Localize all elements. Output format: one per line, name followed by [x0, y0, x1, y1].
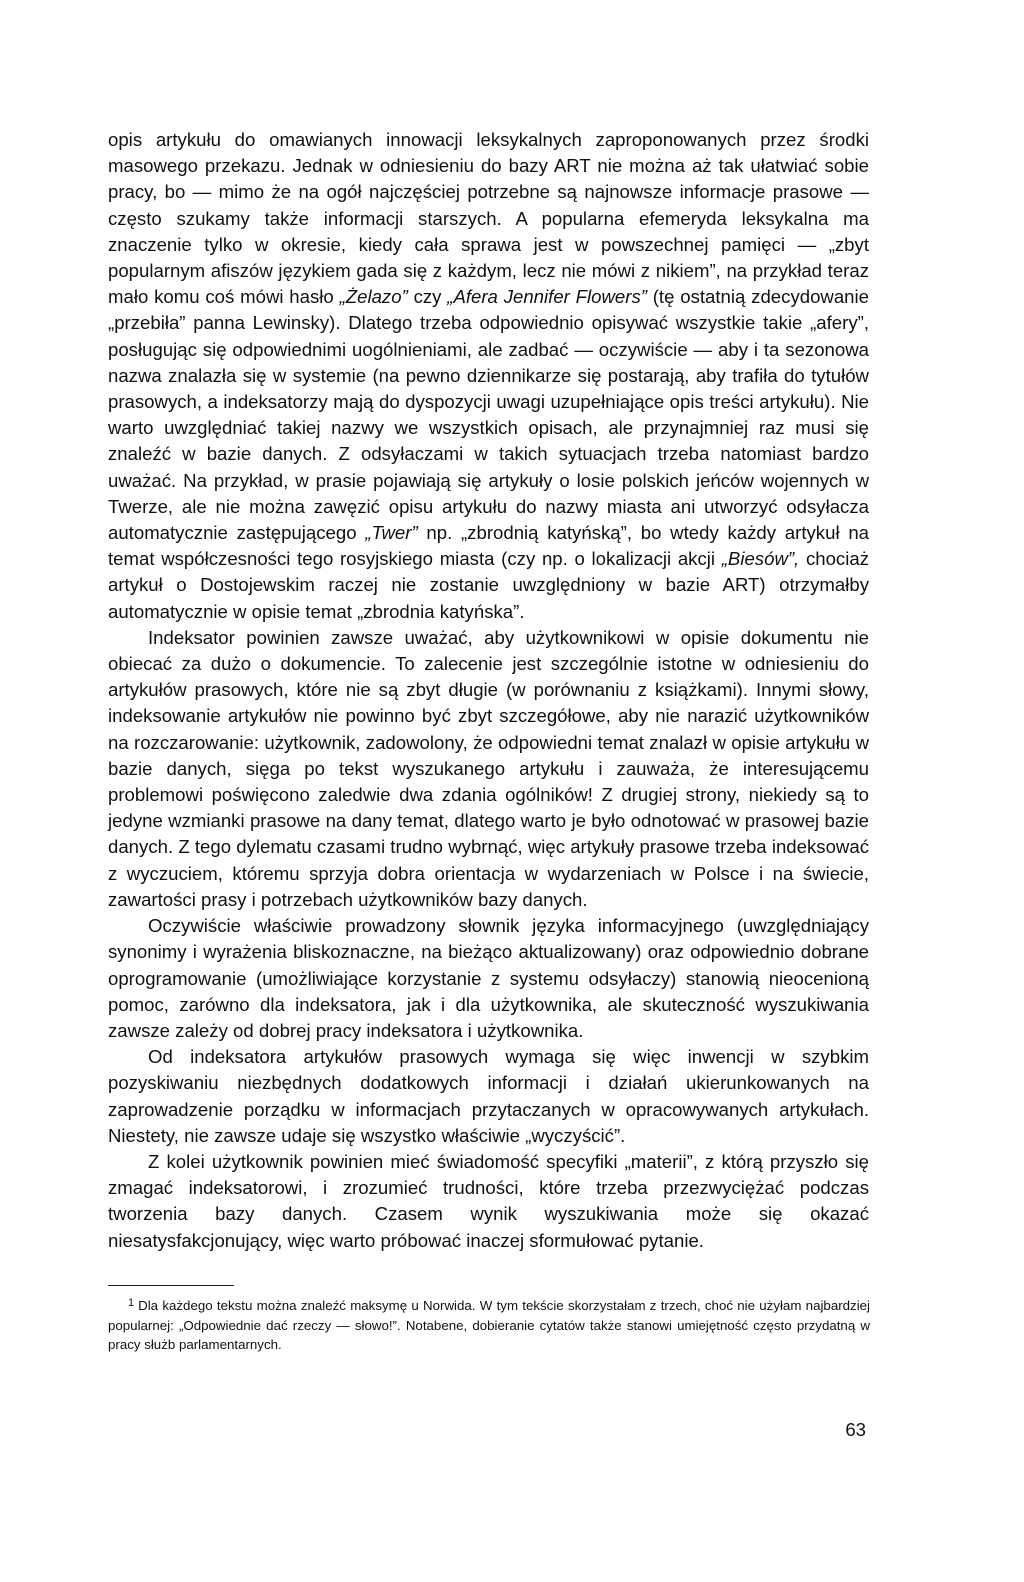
text-run: chociaż artykuł o Dostojewskim raczej nie zostanie uwzględniony w bazie ART) otrzymałby automatycznie w opisie temat „zbrodnia katyńska”.	[108, 548, 869, 622]
text-run: Z kolei użytkownik powinien mieć świadomość specyfiki „materii”, z którą przyszło się zmagać indeksatorowi, i zrozumieć trudności, które trzeba przezwyciężać podczas tworzenia bazy danych. Czasem wynik wyszukiwania może się okazać niesatysfakcjonujący, więc warto próbować inaczej sformułować pytanie.	[108, 1150, 869, 1251]
italic-text: „Biesów”,	[721, 548, 800, 570]
paragraph	[108, 127, 869, 625]
text-run: Indeksator powinien zawsze uważać, aby użytkownikowi w opisie dokumentu nie obiecać za dużo o dokumencie. To zalecenie jest szczególnie istotne w odniesieniu do artykułów prasowych, które nie są zbyt długie (w porównaniu z książkami). Innymi słowy, indeksowanie artykułów nie powinno być zbyt szczegółowe, aby nie narazić użytkowników na rozczarowanie: użytkownik, zadowolony, że odpowiedni temat znalazł w opisie artykułu w bazie danych, sięga po tekst wyszukanego artykułu i zauważa, że interesującemu problemowi poświęcono zaledwie dwa zdania ogólników! Z drugiej strony, niekiedy są to jedyne wzmianki prasowe na dany temat, dlatego warto je było odnotować w prasowej bazie danych. Z tego dylematu czasami trudno wybrnąć, więc artykuły prasowe trzeba indeksować z wyczuciem, któremu sprzyja dobra orientacja w wydarzeniach w Polsce i na świecie, zawartości prasy i potrzebach użytkowników bazy danych.	[108, 626, 869, 910]
page-number: 63	[845, 1419, 866, 1440]
footnote-separator	[108, 1285, 234, 1286]
paragraph	[108, 625, 869, 913]
body-text	[108, 127, 869, 1254]
italic-text: „Żelazo”	[339, 286, 408, 308]
text-run: Od indeksatora artykułów prasowych wymaga się więc inwencji w szybkim pozyskiwaniu niezbędnych dodatkowych informacji i działań ukierunkowanych na zaprowadzenie porządku w informacjach przytaczanych w opracowywanych artykułach. Niestety, nie zawsze udaje się wszystko właściwie „wyczyścić”.	[108, 1046, 869, 1146]
footnote-1	[108, 1294, 870, 1355]
italic-text: „Twer”	[365, 522, 418, 544]
text-run: Oczywiście właściwie prowadzony słownik języka informacyjnego (uwzględniający synonimy i wyrażenia bliskoznaczne, na bieżąco aktualizowany) oraz odpowiednio dobrane oprogramowanie (umożliwiające korzystanie z systemu odsyłaczy) stanowią nieocenioną pomoc, zarówno dla indeksatora, jak i dla użytkownika, ale skuteczność wyszukiwania zawsze zależy od dobrej pracy indeksatora i użytkownika.	[108, 915, 869, 1041]
text-run: np. „zbrodnią katyńską”, bo wtedy każdy artykuł na temat współczesności tego rosyjskiego miasta (czy np. o lokalizacji akcji	[108, 522, 870, 570]
italic-text: „Afera Jennifer Flowers”	[447, 286, 647, 308]
footnote-marker: 1	[128, 1297, 135, 1309]
footnote-text: Dla każdego tekstu można znaleźć maksymę u Norwida. W tym tekście skorzystałam z trzech, choć nie użyłam najbardziej popularnej: „Odpowiednie dać rzeczy — słowo!”. Notabene, dobieranie cytatów także stanowi umiejętność często przydatną w pracy służb parlamentarnych.	[108, 1298, 870, 1352]
text-run: opis artykułu do omawianych innowacji leksykalnych zaproponowanych przez środki masowego przekazu. Jednak w odniesieniu do bazy ART nie można aż tak ułatwiać sobie pracy, bo — mimo że na ogół najczęściej potrzebne są najnowsze informacje prasowe — często szukamy także informacji starszych. A popularna efemeryda leksykalna ma znaczenie tylko w okresie, kiedy cała sprawa jest w powszechnej pamięci — „zbyt popularnym afiszów językiem gada się z każdym, lecz nie mówi z nikiem”, na przykład teraz mało komu coś mówi hasło	[108, 129, 869, 308]
paragraph	[108, 913, 869, 1044]
text-run: (tę ostatnią zdecydowanie „przebiła” panna Lewinsky). Dlatego trzeba odpowiednio opisywać wszystkie takie „afery”, posługując się odpowiednimi uogólnieniami, ale zadbać — oczywiście — aby i ta sezonowa nazwa znalazła się w systemie (na pewno dziennikarze się postarają, aby trafiła do tytułów prasowych, a indeksatorzy mają do dyspozycji uwagi uzupełniające opis treści artykułu). Nie warto uwzględniać takiej nazwy we wszystkich opisach, ale przynajmniej raz musi się znaleźć w bazie danych. Z odsyłaczami w takich sytuacjach trzeba natomiast bardzo uważać. Na przykład, w prasie pojawiają się artykuły o losie polskich jeńców wojennych w Twerze, ale nie można zawęzić opisu artykułu do nazwy miasta ani utworzyć odsyłacza automatycznie zastępującego	[108, 286, 870, 544]
footnotes	[108, 1294, 870, 1355]
paragraph	[108, 1044, 869, 1149]
paragraph	[108, 1149, 869, 1254]
text-run: czy	[407, 286, 448, 308]
